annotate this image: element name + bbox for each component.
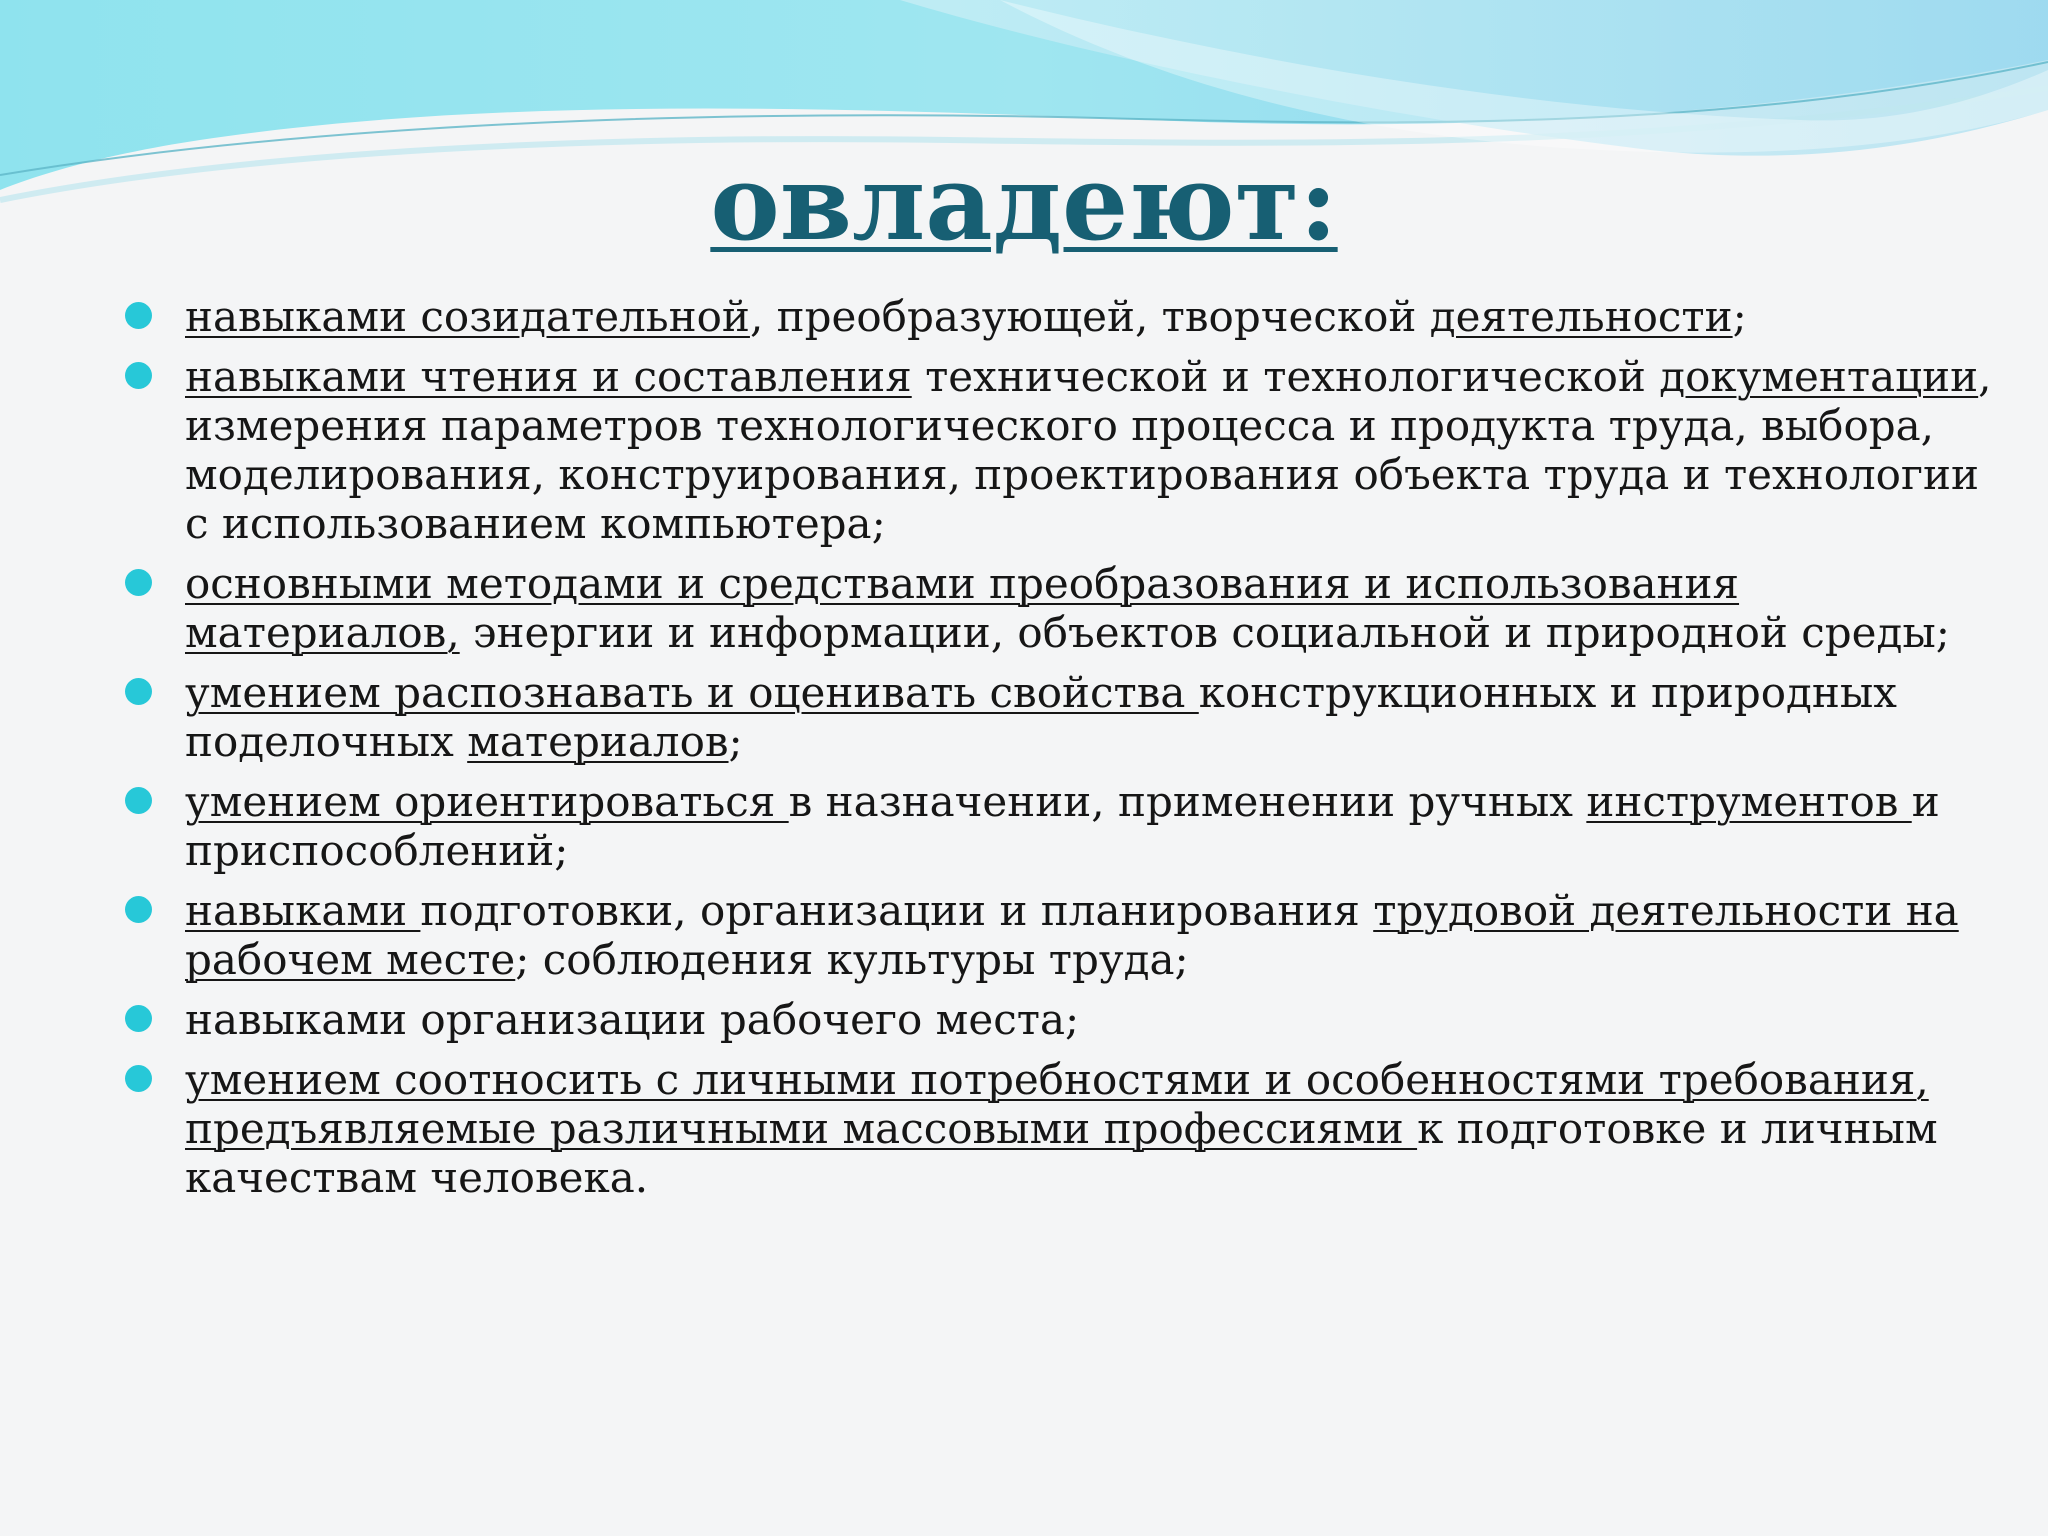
bullet-item bbox=[125, 559, 1995, 657]
bullet-item bbox=[125, 292, 1995, 341]
bullet-dot-icon bbox=[125, 1065, 152, 1092]
bullet-text: навыками организации рабочего места; bbox=[185, 995, 1080, 1044]
bullet-item bbox=[125, 668, 1995, 766]
bullet-item bbox=[125, 1055, 1995, 1202]
bullet-dot-icon bbox=[125, 302, 152, 329]
bullet-list bbox=[125, 292, 1995, 1213]
bullet-text: к подготовке и личным качествам человека. bbox=[185, 1104, 1938, 1202]
bullet-text: , измерения параметров технологического процесса и продукта труда, выбора, моделирования, конструирования, проектирования объекта труда и технологии с использованием компьютера; bbox=[185, 352, 1992, 548]
bullet-dot-icon bbox=[125, 896, 152, 923]
underlined-text: деятельности bbox=[1429, 292, 1733, 341]
underlined-text: трудовой деятельности на рабочем месте bbox=[185, 886, 1959, 984]
bullet-dot-icon bbox=[125, 569, 152, 596]
underlined-text: документации bbox=[1659, 352, 1979, 401]
bullet-text: , преобразующей, творческой bbox=[749, 292, 1430, 341]
underlined-text: основными методами и средствами преобразования и использования материалов, bbox=[185, 559, 1740, 657]
bullet-text: и приспособлений; bbox=[185, 777, 1940, 875]
bullet-dot-icon bbox=[125, 1005, 152, 1032]
bullet-dot-icon bbox=[125, 362, 152, 389]
bullet-text: подготовки, организации и планирования bbox=[420, 886, 1374, 935]
bullet-dot-icon bbox=[125, 787, 152, 814]
bullet-item bbox=[125, 352, 1995, 548]
underlined-text: навыками bbox=[185, 886, 421, 935]
bullet-text: в назначении, применении ручных bbox=[788, 777, 1587, 826]
underlined-text: инструментов bbox=[1586, 777, 1912, 826]
bullet-item bbox=[125, 886, 1995, 984]
bullet-text: конструкционных и природных поделочных bbox=[185, 668, 1897, 766]
underlined-text: навыками созидательной bbox=[185, 292, 750, 341]
underlined-text: навыками чтения и составления bbox=[185, 352, 912, 401]
underlined-text: умением ориентироваться bbox=[185, 777, 789, 826]
slide-title: овладеют: bbox=[710, 141, 1338, 264]
bullet-text: ; bbox=[1732, 292, 1747, 341]
bullet-text: ; соблюдения культуры труда; bbox=[515, 935, 1189, 984]
bullet-text: ; bbox=[728, 717, 743, 766]
underlined-text: материалов bbox=[467, 717, 729, 766]
bullet-text: энергии и информации, объектов социальной и природной среды; bbox=[459, 608, 1950, 657]
underlined-text: умением соотносить с личными потребностями и особенностями требования, предъявляемые различными массовыми профессиями bbox=[185, 1055, 1929, 1153]
bullet-item bbox=[125, 777, 1995, 875]
underlined-text: умением распознавать и оценивать свойства bbox=[185, 668, 1199, 717]
bullet-dot-icon bbox=[125, 678, 152, 705]
bullet-item bbox=[125, 995, 1995, 1044]
bullet-text: технической и технологической bbox=[911, 352, 1660, 401]
